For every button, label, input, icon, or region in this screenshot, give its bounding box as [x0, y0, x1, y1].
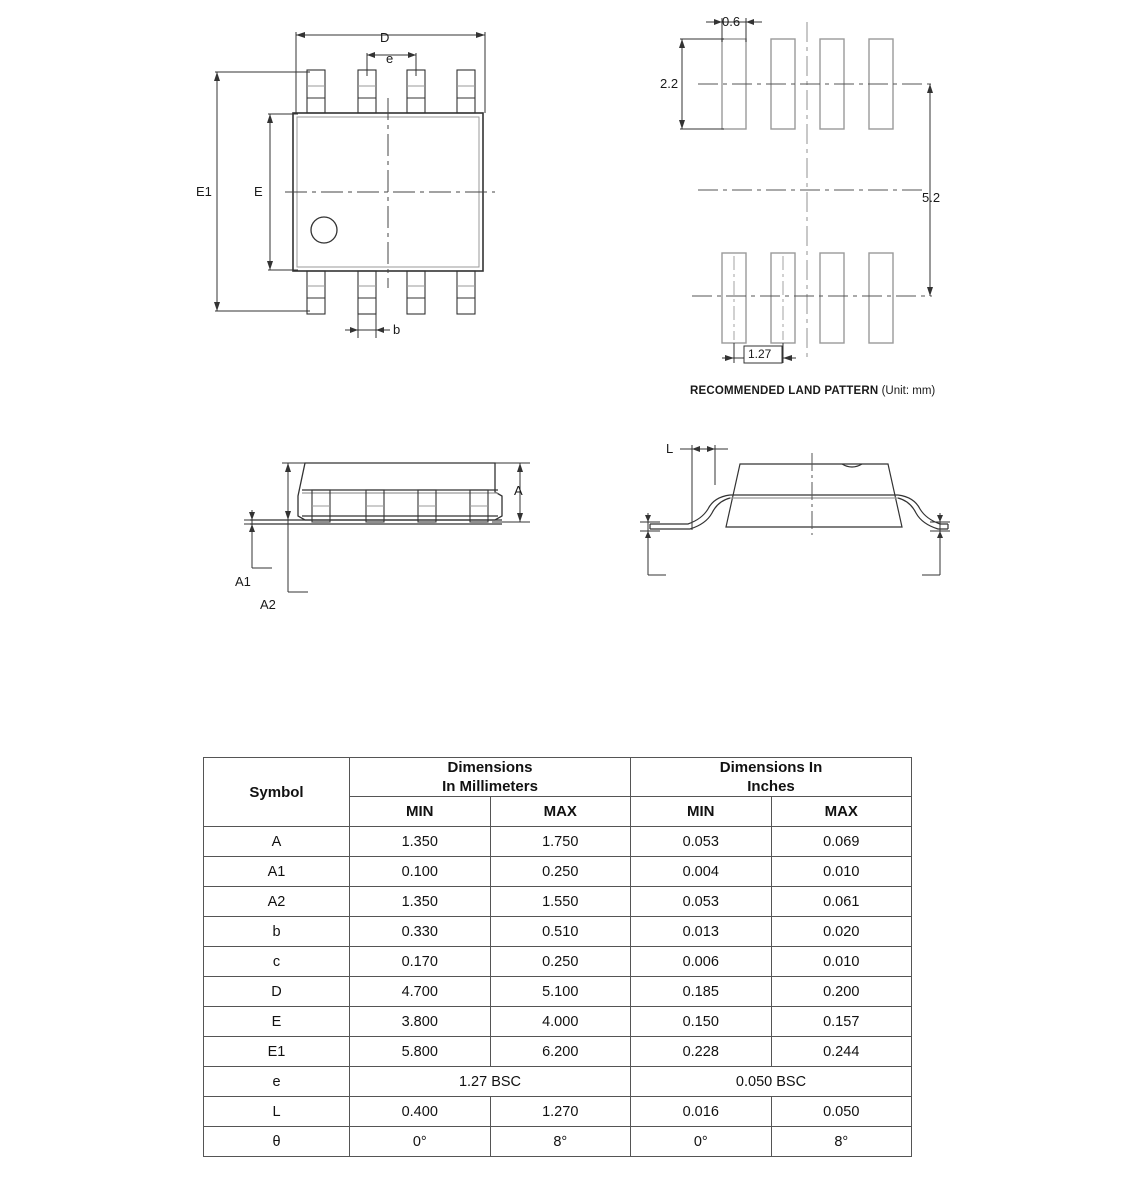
table-row	[204, 1007, 912, 1037]
land-pattern-view	[660, 8, 960, 378]
table-cell-symbol: L	[204, 1097, 350, 1127]
table-cell-symbol: E	[204, 1007, 350, 1037]
land-pattern-caption	[690, 385, 935, 397]
table-header-group-in	[631, 758, 912, 797]
table-row	[204, 827, 912, 857]
table-header-group-in-line2: Inches	[747, 778, 795, 796]
dimension-label-L: L	[666, 441, 674, 456]
dimension-A1	[244, 510, 272, 568]
land-pattern-caption-unit: (Unit: mm)	[878, 385, 936, 397]
table-cell-mm-min: 5.800	[350, 1037, 491, 1067]
table-row	[204, 887, 912, 917]
table-cell-in-max: 8°	[771, 1127, 912, 1157]
table-cell-in-min: 0.016	[631, 1097, 772, 1127]
table-cell-mm-min: 0.330	[350, 917, 491, 947]
dimension-L	[680, 445, 728, 530]
table-header-mm-max: MAX	[490, 797, 631, 827]
table-row	[204, 917, 912, 947]
table-cell-mm-min: 0.170	[350, 947, 491, 977]
table-cell-in-max: 0.061	[771, 887, 912, 917]
dimension-label-E: E	[254, 184, 263, 199]
table-header-mm-min: MIN	[350, 797, 491, 827]
table-header-in-max: MAX	[771, 797, 912, 827]
land-dimension-label-0-6: 0.6	[722, 14, 741, 29]
table-cell-mm-max: 0.250	[490, 947, 631, 977]
table-cell-in-max: 0.050	[771, 1097, 912, 1127]
dimension-label-A: A	[514, 483, 523, 498]
front-view-drawing	[230, 440, 550, 620]
dimension-table-container	[203, 757, 912, 1157]
table-cell-symbol: e	[204, 1067, 350, 1097]
side-view-drawing	[630, 435, 970, 595]
table-cell-in-min: 0.185	[631, 977, 772, 1007]
table-row	[204, 947, 912, 977]
table-cell-mm-min: 1.350	[350, 887, 491, 917]
table-cell-mm-max: 5.100	[490, 977, 631, 1007]
table-cell-mm-min: 0°	[350, 1127, 491, 1157]
dimension-A2	[282, 463, 310, 592]
dimension-label-A2: A2	[260, 597, 276, 612]
table-cell-symbol: A	[204, 827, 350, 857]
table-header-group-mm-line1: Dimensions	[447, 759, 533, 776]
table-row	[204, 1097, 912, 1127]
table-header-group-mm-line2: In Millimeters	[442, 778, 538, 796]
table-cell-in-min: 0.053	[631, 827, 772, 857]
table-cell-in-max: 0.157	[771, 1007, 912, 1037]
side-view-lead-left	[650, 495, 730, 529]
table-header-symbol: Symbol	[204, 758, 350, 827]
table-cell-in-min: 0.053	[631, 887, 772, 917]
table-row	[204, 1067, 912, 1097]
table-cell-in-min: 0.150	[631, 1007, 772, 1037]
table-cell-mm-min: 4.700	[350, 977, 491, 1007]
front-view-leads	[312, 490, 488, 522]
land-pattern-drawing	[660, 8, 960, 378]
dimension-label-b: b	[393, 322, 401, 337]
table-cell-mm-max: 1.550	[490, 887, 631, 917]
top-view-pins-bottom	[307, 271, 475, 314]
front-view	[230, 440, 550, 620]
dimension-label-D: D	[380, 30, 390, 45]
table-cell-symbol: D	[204, 977, 350, 1007]
table-row	[204, 1127, 912, 1157]
table-cell-symbol: A2	[204, 887, 350, 917]
table-cell-mm-max: 0.250	[490, 857, 631, 887]
table-cell-symbol: c	[204, 947, 350, 977]
table-cell-in-max: 0.010	[771, 947, 912, 977]
table-cell-in-min: 0.013	[631, 917, 772, 947]
top-view	[190, 8, 530, 358]
top-view-drawing	[190, 8, 530, 358]
table-header-row-1	[204, 758, 912, 797]
table-cell-in-max: 0.010	[771, 857, 912, 887]
table-cell-mm-max: 1.750	[490, 827, 631, 857]
table-cell-in-bsc: 0.050 BSC	[631, 1067, 912, 1097]
table-cell-symbol: E1	[204, 1037, 350, 1067]
dimension-b	[345, 314, 390, 338]
land-dimension-label-1-27: 1.27	[748, 347, 772, 361]
table-cell-mm-max: 6.200	[490, 1037, 631, 1067]
table-cell-in-max: 0.020	[771, 917, 912, 947]
table-cell-mm-bsc: 1.27 BSC	[350, 1067, 631, 1097]
land-dimension-label-5-2: 5.2	[922, 190, 941, 205]
table-cell-in-min: 0.004	[631, 857, 772, 887]
table-cell-mm-max: 1.270	[490, 1097, 631, 1127]
dimension-label-e: e	[386, 51, 394, 66]
dimension-label-E1: E1	[196, 184, 212, 199]
table-row	[204, 1037, 912, 1067]
table-cell-in-max: 0.244	[771, 1037, 912, 1067]
table-cell-mm-min: 0.400	[350, 1097, 491, 1127]
table-cell-mm-min: 3.800	[350, 1007, 491, 1037]
pin1-indicator-circle	[311, 217, 337, 243]
table-header-group-mm	[350, 758, 631, 797]
table-cell-mm-max: 4.000	[490, 1007, 631, 1037]
table-header-in-min: MIN	[631, 797, 772, 827]
top-view-pins-top	[307, 70, 475, 113]
table-cell-mm-max: 0.510	[490, 917, 631, 947]
table-cell-in-min: 0.228	[631, 1037, 772, 1067]
dimension-label-A1: A1	[235, 574, 251, 589]
table-cell-mm-min: 0.100	[350, 857, 491, 887]
land-pattern-caption-bold: RECOMMENDED LAND PATTERN	[690, 385, 879, 397]
table-cell-in-max: 0.069	[771, 827, 912, 857]
dimension-table-body	[204, 827, 912, 1157]
side-view	[630, 435, 970, 595]
table-cell-mm-min: 1.350	[350, 827, 491, 857]
table-row	[204, 857, 912, 887]
table-cell-in-max: 0.200	[771, 977, 912, 1007]
table-row	[204, 977, 912, 1007]
land-dimension-label-2-2: 2.2	[660, 76, 679, 91]
table-cell-symbol: A1	[204, 857, 350, 887]
table-cell-symbol: b	[204, 917, 350, 947]
table-header-group-in-line1: Dimensions In	[719, 759, 823, 776]
table-cell-symbol: θ	[204, 1127, 350, 1157]
dimension-table	[203, 757, 912, 1157]
table-cell-in-min: 0°	[631, 1127, 772, 1157]
table-cell-in-min: 0.006	[631, 947, 772, 977]
table-cell-mm-max: 8°	[490, 1127, 631, 1157]
